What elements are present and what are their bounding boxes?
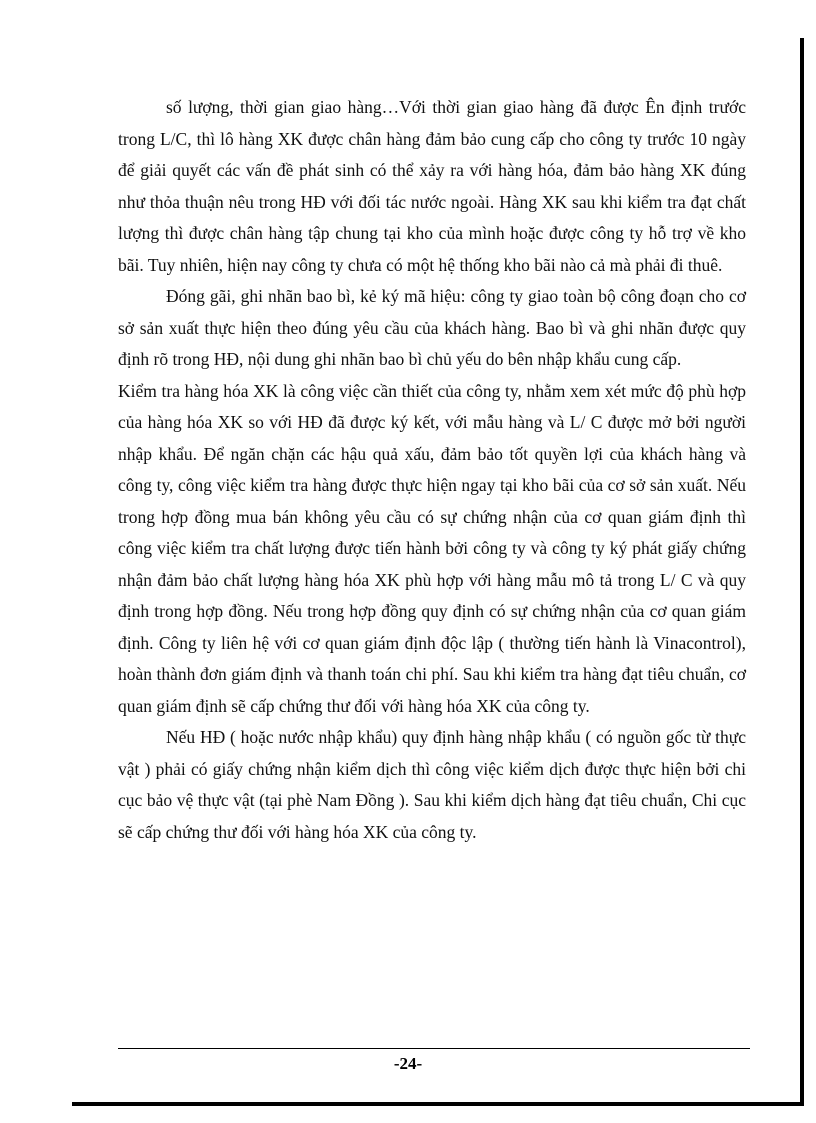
paragraph-packaging: Đóng gãi, ghi nhãn bao bì, kẻ ký mã hiệu: công ty giao toàn bộ công đoạn cho cơ sở sản xuất thực hiện theo đúng yêu cầu của khách hàng. Bao bì và ghi nhãn được quy định rõ trong HĐ, nội dung ghi nhãn bao bì chủ yếu do bên nhập khẩu cung cấp. [118, 286, 746, 369]
page-number: -24- [393, 1054, 423, 1073]
paragraph-inspection: Kiểm tra hàng hóa XK là công việc cần thiết của công ty, nhằm xem xét mức độ phù hợp của hàng hóa XK so với HĐ đã được ký kết, với mẫu hàng và L/ C được mở bởi người nhập khẩu. Để ngăn chặn các hậu quả xấu, đảm bảo tốt quyền lợi của khách hàng và công ty, công việc kiểm tra hàng được thực hiện ngay tại kho bãi của cơ sở sản xuất. Nếu trong hợp đồng mua bán không yêu cầu có sự chứng nhận của cơ quan giám định thì công việc kiểm tra chất lượng được tiến hành bởi công ty và công ty ký phát giấy chứng nhận đảm bảo chất lượng hàng hóa XK phù hợp với hàng mẫu mô tả trong L/ C và quy định trong hợp đồng. Nếu trong hợp đồng quy định có sự chứng nhận của cơ quan giám định. Công ty liên hệ với cơ quan giám định độc lập ( thường tiến hành là Vinacontrol), hoàn thành đơn giám định và thanh toán chi phí. Sau khi kiểm tra hàng đạt tiêu chuẩn, cơ quan giám định sẽ cấp chứng thư đối với hàng hóa XK của công ty. [118, 380, 746, 716]
footer-divider [118, 1048, 750, 1049]
document-body [118, 92, 746, 848]
paragraph-delivery: số lượng, thời gian giao hàng…Với thời gian giao hàng đã được Ên định trước trong L/C, thì lô hàng XK được chân hàng đảm bảo cung cấp cho công ty trước 10 ngày để giải quyết các vấn đề phát sinh có thể xảy ra với hàng hóa, đảm bảo hàng XK đúng như thỏa thuận nêu trong HĐ với đối tác nước ngoài. Hàng XK sau khi kiểm tra đạt chất lượng thì được chân hàng tập chung tại kho của mình hoặc được công ty hỗ trợ về kho bãi. Tuy nhiên, hiện nay công ty chưa có một hệ thống kho bãi nào cả mà phải đi thuê. [118, 97, 746, 275]
paragraph-quarantine: Nếu HĐ ( hoặc nước nhập khẩu) quy định hàng nhập khẩu ( có nguồn gốc từ thực vật ) phải có giấy chứng nhận kiểm dịch thì công việc kiểm dịch được thực hiện bởi chi cục bảo vệ thực vật (tại phè Nam Đồng ). Sau khi kiểm dịch hàng đạt tiêu chuẩn, Chi cục sẽ cấp chứng thư đối với hàng hóa XK của công ty. [118, 727, 746, 842]
